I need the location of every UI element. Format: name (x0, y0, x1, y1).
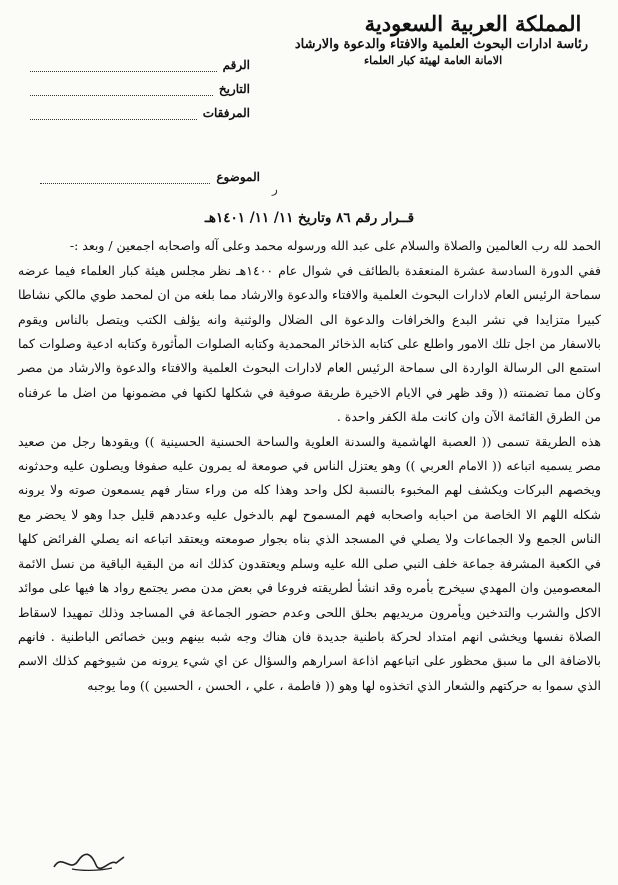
secretariat-title: الامانة العامة لهيئة كبار العلماء (364, 54, 503, 67)
handwritten-signature (52, 849, 126, 875)
document-body (18, 206, 601, 698)
date-label: التاريخ (218, 82, 250, 96)
attachments-label: المرفقات (202, 106, 250, 120)
subject-row (40, 170, 260, 184)
subject-line (40, 171, 210, 184)
number-label: الرقم (222, 58, 250, 72)
subject-label: الموضوع (216, 170, 260, 184)
number-line (30, 59, 217, 72)
kingdom-title: المملكة العربية السعودية (364, 11, 582, 36)
decision-line: قــرار رقم ٨٦ وتاريخ ١١/ ١١/ ١٤٠١هـ (204, 210, 415, 226)
reference-block (30, 48, 250, 120)
date-row (30, 72, 250, 96)
letterhead (294, 11, 588, 69)
number-row (30, 48, 250, 72)
body-paragraph: ففي الدورة السادسة عشرة المنعقدة بالطائف في شوال عام ١٤٠٠هـ نظر مجلس هيئة كبار العلماء فيما عرضه سماحة الرئيس العام لادارات البحوث العلمية والافتاء والدعوة والارشاد مما بلغه من ان لمحمد طوي مالكي نشاطا كبيرا متزايدا في نشر البدع والخرافات والدعوة الى الضلال والوثنية وانه يؤلف الكتب ويتصل بالناس ويقوم بالاسفار من اجل تلك الامور واطلع على كتابه الذخائر المحمدية وكتابه الصلوات المأثورة وكتابه ادعية وصلوات كما استمع الى الرسالة الواردة الى سماحة الرئيس العام لادارات البحوث العلمية والافتاء والدعوة والارشاد من مصر وكان مما تضمنته (( وقد ظهر في الايام الاخيرة طريقة صوفية في شكلها لكنها في مضمونها من اضل ما عرفناه من الطرق القائمة الآن وان كانت ملة الكفر واحدة . (18, 262, 601, 425)
body-paragraph: هذه الطريقة تسمى (( العصبة الهاشمية والسدنة العلوية والساحة الحسنية الحسينية )) ويقودها رجل من صعيد مصر يسميه اتباعه (( الامام العربي )) وهو يعتزل الناس في صومعة له يمرون عليه صفوفا ويصلون عليه وحدثونه ويخصهم البركات ويكشف لهم المخبوء بالنسبة لكل واحد وهذا كله من وراء ستار فهم يسمعون صوته ولا يرونه شكله اللهم الا الخاصة من احبابه واصحابه فهم المسموح لهم بالدخول عليه وعددهم قليل جدا وهو لا يحضر مع الناس الجمع ولا الجماعات ولا يصلي في المسجد الذي بناه بجوار صومعته ويعتقد اتباعه انه يصلي الفرائض كلها في الكعبة المشرفة جماعة خلف النبي صلى الله عليه وسلم ويعتقدون كذلك انه من البقية الباقية من نسل الائمة المعصومين وان المهدي سيخرج بأمره وقد انشأ لطريقته فروعا في بعض مدن مصر يجتمع رواد ها فيها على موائد الاكل والشرب والتدخين ويأمرون مريديهم بحلق اللحى وعدم حضور الجماعة في المساجد وذلك تمهيدا لاسقاط الصلاة نفسها ويخشى انهم امتداد لحركة باطنية جديدة فان هناك وجه شبه بينهم وبين خصائص الباطنية . فانهم بالاضافة الى ما سبق محظور على اتباعهم اذاعة اسرارهم والسؤال عن اي شيء يرونه من شيوخهم كذلك الاسم الذي سموا به حركتهم والشعار الذي اتخذوه لها وهو (( فاطمة ، علي ، الحسن ، الحسين )) وما يوجبه (18, 433, 601, 693)
date-line (30, 83, 213, 96)
opening-paragraph: الحمد لله رب العالمين والصلاة والسلام على عبد الله ورسوله محمد وعلى آله واصحابه اجمعين / وبعد :- (69, 238, 601, 254)
attachments-line (30, 107, 197, 120)
attachments-row (30, 96, 250, 120)
presidency-title: رئاسة ادارات البحوث العلمية والافتاء والدعوة والارشاد (294, 37, 588, 52)
margin-mark: ر (272, 182, 278, 196)
